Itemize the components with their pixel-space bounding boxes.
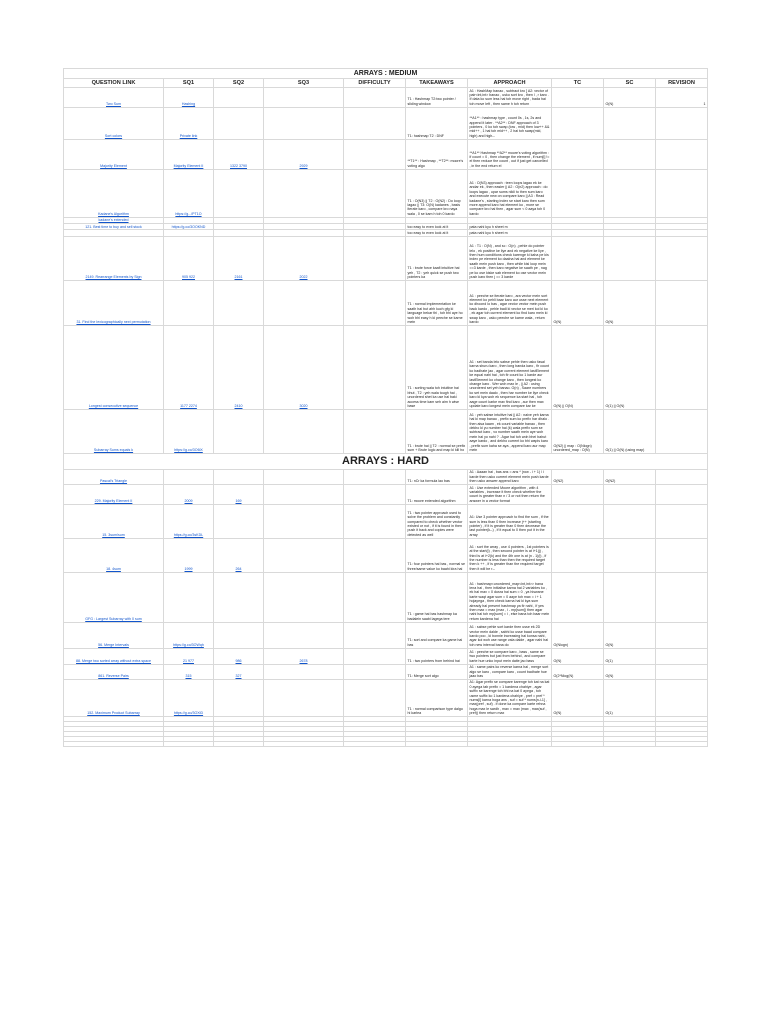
difficulty-cell [344, 236, 406, 280]
tc-cell [552, 485, 604, 505]
sc-cell [604, 538, 656, 572]
tc-cell [552, 504, 604, 538]
table-row [64, 622, 708, 648]
table-row [64, 107, 708, 139]
revision-cell [656, 648, 708, 664]
takeaways-cell: T1: nCr ka formula lao bas [406, 469, 468, 484]
sq2-link[interactable]: 986 [214, 648, 264, 664]
takeaways-cell: T1: moore extended algorithm [406, 485, 468, 505]
sq3-link [264, 485, 344, 505]
table-row [64, 572, 708, 622]
revision-cell [656, 280, 708, 325]
sq1-link[interactable]: Hashing [164, 88, 214, 108]
approach-cell: **A1** Hashmap **A2** moore's voting algorithm : if count = 0 , then change the element , if num[i] != el then reduce the count , out if just get cancelled , in the end return el [468, 139, 552, 169]
sq3-link[interactable]: 2678 [264, 648, 344, 664]
difficulty-cell [344, 572, 406, 622]
tc-cell: O(Nlogn) [552, 622, 604, 648]
sq1-link[interactable]: 1177 2274 [164, 325, 214, 409]
sq2-link [214, 169, 264, 217]
approach-cell: A1 : peeche se iterate karo , ara vector mein sort element ko pehli baar karo aur usse next element ko dhoond lo bas , agar vector vector mein push back kardo , pehle badi ki vector se meri koi ki ko , ek agar toh current element ko find karo mein ki swap karo , usko peeche se karne wala , return kardo [468, 280, 552, 325]
tc-cell [552, 139, 604, 169]
spreadsheet [63, 68, 707, 747]
question-link[interactable]: Subarray Sums equals k [64, 409, 164, 453]
takeaways-cell: T1 : O(N3) || T2 : O(N2) : Do loop lagao || T3: O(N) kadanes , basis iterate karo , compare kro naya wala , 0 se kam h toh 0 kardo [406, 169, 468, 217]
table-row [64, 504, 708, 538]
empty-cell [264, 742, 344, 747]
difficulty-cell [344, 139, 406, 169]
takeaways-cell: T1 : two pointers from behind hai [406, 648, 468, 664]
empty-cell [604, 742, 656, 747]
sq3-link [264, 622, 344, 648]
sq1-link [164, 572, 214, 622]
sq3-link [264, 280, 344, 325]
sc-cell: O(1) [604, 648, 656, 664]
takeaways-cell: T1: hashmap T2 : DNF [406, 107, 468, 139]
takeaways-cell: T1 : two pointer approach used to solve the problem and constantly compared to check whether vector existed or not , if it is found in then push it back and copies were detected as well [406, 504, 468, 538]
takeaways-cell: **T1** : Hashmap , **T2**: moore's voting algo [406, 139, 468, 169]
takeaways-cell: T1: four pointers hai bas , normal se three/same value ko baahi kira hai [406, 538, 468, 572]
revision-cell [656, 622, 708, 648]
approach-cell: pata nahi kyu h sheet m [468, 230, 552, 236]
sc-cell: O(1) [604, 679, 656, 716]
sc-cell [604, 169, 656, 217]
approach-cell: A1 : Aaaan hai , bas ans = ans * (row - i + 1) / i karde then usko current element mein push karde then usko answer append karo [468, 469, 552, 484]
difficulty-cell [344, 679, 406, 716]
takeaways-cell: T1 : brute hai || T2 : normal se prefix sum + Brute logic and map ki kill ho [406, 409, 468, 453]
takeaways-cell: T1 : brute force kaafi intuitive hai yeh , T2 : yeh quick se push two pointers ka [406, 236, 468, 280]
table-row [64, 280, 708, 325]
tc-cell: O(N2) || map : O(Nlogn) unordered_map : O(N) [552, 409, 604, 453]
question-link[interactable]: 88. Merge two sorted array without extra space [64, 648, 164, 664]
question-link[interactable]: 18. 4sum [64, 538, 164, 572]
table-row [64, 538, 708, 572]
tc-cell [552, 236, 604, 280]
revision-cell [656, 538, 708, 572]
question-link[interactable]: Sort colors [64, 107, 164, 139]
takeaways-cell: T1: Merge sort algo [406, 664, 468, 679]
tc-cell [552, 538, 604, 572]
approach-cell: A1 : sort the array , use 4 pointers , 1st pointers is at the start(i) , then second pointer is at i+1(j) , third is at i+2(k) and the 4th one is at (n - 1)(l) , if the number is less than then the required target then k ++ , if is greater than the required target then it will be r-- [468, 538, 552, 572]
tc-cell: O(N) [552, 648, 604, 664]
difficulty-cell [344, 485, 406, 505]
sq3-link [264, 88, 344, 108]
table-row [64, 664, 708, 679]
header-question-link: QUESTION LINK [64, 79, 164, 88]
header-sq3: SQ3 [264, 79, 344, 88]
question-link[interactable]: Two Sum [64, 88, 164, 108]
approach-cell: A1: Agar prefix se compare karenge toh kat na kat 0 ayega tab prefix = 1 kardena chahiye , agar suffix se karenge toh bhi na kat 0 ayega , toh usme suffix ko 1 kardena chahiye , pref = pref * nums[i] karna hoga ans , suf = suf * nums[n-i-1] , max(pref , suf) . if done ka compare karte rehna hoga max le sardh , max = max (max , max(suf , pref)) then return max [468, 679, 552, 716]
tc-cell: O(N) [552, 679, 604, 716]
empty-row [64, 742, 708, 747]
question-link[interactable]: 2149. Rearrange Elements by Sign [64, 236, 164, 280]
approach-cell: A1 : hashmap<unordered_map<int,int>> bana lena hai , then initialise karna hai 2 variables ko , ek hai max = 0 dusra hai sum = 0 , ya hiswane karte waqt agar sum = 0 aaye toh max = i + 1 hojayega , then check karna hai ki kya sum already hai present hashmap ya fir nahi , if yes then max = max (max , i - mp[sum]) then agar nahi hai toh mp[sum] = i , else bana toh baar mein return kardena hai [468, 572, 552, 622]
header-approach: APPROACH [468, 79, 552, 88]
question-link[interactable]: Longest consecutive sequence [64, 325, 164, 409]
question-link[interactable]: 152. Maximum Product Subarray [64, 679, 164, 716]
sq2-link[interactable]: 2161 [214, 236, 264, 280]
takeaways-cell: T1 : game hai bas hashmap ka badalein saabi lagega tere [406, 572, 468, 622]
table-row [64, 236, 708, 280]
takeaways-cell: T1 : sorting wala toh intuitive hai bhut , T2 : yeh wala tough hai , unordered shet ka use hai baki access time kam seh aim h wise base [406, 325, 468, 409]
question-link[interactable]: Kadane's Algorithm [64, 169, 164, 217]
table-row [64, 485, 708, 505]
table-row [64, 139, 708, 169]
empty-cell [468, 742, 552, 747]
difficulty-cell [344, 325, 406, 409]
sc-cell [604, 236, 656, 280]
section-title-hard: ARRAYS : HARD [64, 453, 708, 469]
empty-cell [344, 742, 406, 747]
sc-cell: O(N) [604, 88, 656, 108]
sq2-link [214, 280, 264, 325]
difficulty-cell [344, 538, 406, 572]
sc-cell [604, 572, 656, 622]
sq2-link [214, 572, 264, 622]
question-link[interactable]: Pascal's Triangle [64, 469, 164, 484]
medium-section-row [64, 69, 708, 79]
table-row [64, 679, 708, 716]
difficulty-cell [344, 88, 406, 108]
tc-cell [552, 88, 604, 108]
tc-cell [552, 107, 604, 139]
empty-cell [552, 742, 604, 747]
header-sq1: SQ1 [164, 79, 214, 88]
arrays-table [63, 68, 708, 747]
difficulty-cell [344, 169, 406, 217]
sq3-link [264, 504, 344, 538]
sc-cell: O(1) || O(N) (using map) [604, 409, 656, 453]
sq3-link[interactable]: 2022 [264, 236, 344, 280]
revision-cell [656, 409, 708, 453]
sq2-link [214, 679, 264, 716]
sq3-link [264, 469, 344, 484]
sq1-link[interactable]: Majority Element II [164, 139, 214, 169]
revision-cell [656, 469, 708, 484]
sc-cell: O(N2) [604, 469, 656, 484]
header-sq2: SQ2 [214, 79, 264, 88]
sc-cell [604, 504, 656, 538]
sq2-link[interactable]: 327 [214, 664, 264, 679]
takeaways-cell: too easy to even look at it [406, 224, 468, 230]
takeaways-cell: T1: sort and compare ka game hai bas [406, 622, 468, 648]
sq2-link [214, 469, 264, 484]
takeaways-cell: too easy to even look at it [406, 230, 468, 236]
sc-cell: O(N) [604, 622, 656, 648]
sq1-link[interactable]: https://g.../PT1O [164, 169, 214, 217]
sq2-link[interactable]: 169 [214, 485, 264, 505]
section-title-medium: ARRAYS : MEDIUM [64, 69, 708, 79]
empty-cell [164, 742, 214, 747]
approach-cell: pata nahi kyu h sheet m [468, 224, 552, 230]
header-difficulty: DIFFICULTY [344, 79, 406, 88]
approach-cell: A1 : sabse pehle sort karde then usse ek 2D vector mein dalde , sabhi ko usse baad compare kardo poo , ki bonnie increasing hai konsa nahi , agar koi woh use range vala dalde , agar nahi hai toh new interval bana do [468, 622, 552, 648]
approach-cell: A1: Use 3 pointer approach to find the sum , if the sum is less than 0 then increase j++ (starting pointer) , if it is greater than 0 then decrease the last pointer(k--) , if it equal to 0 then put it in the array [468, 504, 552, 538]
sq1-link[interactable]: 1999 [164, 538, 214, 572]
sq3-link [264, 107, 344, 139]
table-row [64, 648, 708, 664]
revision-cell [656, 572, 708, 622]
sq2-link [214, 88, 264, 108]
empty-cell [64, 742, 164, 747]
sq3-link[interactable]: 2929 [264, 139, 344, 169]
approach-cell: A1 : yeh sabse intuitive hai || A2 : naive yeh karna hai ki map banao , prefix sum ko prefix har dhalo . then aisa kaam , ek count variable banao , then dekho ki yu number hai (k) wala prefix sum se subtract karo , vo number saath mein aye woh mein hai yo nahi ? . Agar hai toh woh bhei bahut aaye kardo , and dekho current ko bhi wapis karo , prefix sum kaha se aya , append karo aur map mein [468, 409, 552, 453]
sq1-link[interactable]: 21 977 [164, 648, 214, 664]
sq3-link [264, 572, 344, 622]
sq1-link [164, 469, 214, 484]
question-link[interactable]: 56. Merge Intervals [64, 622, 164, 648]
sc-cell: O(N) [604, 664, 656, 679]
difficulty-cell [344, 622, 406, 648]
question-link[interactable]: 31. Find the lexicographically next permutation [64, 280, 164, 325]
table-row [64, 88, 708, 108]
question-link[interactable]: 121. Best time to buy and sell stock [64, 224, 164, 230]
revision-cell [656, 169, 708, 217]
question-link[interactable]: Majority Element [64, 139, 164, 169]
approach-cell: **A1** : hashmap type , count 0s , 1s, 2s and append it later . **A2** : DNF approach of 3 pointers , 0 ko toh swap (low , mid) then low++ && mid++ , 1 hai toh mid++ , 2 hai toh swap(mid, high) and high-- [468, 107, 552, 139]
approach-cell: A1 : same pairs ko reverse karna hai , merge sort algo se karo , compare karo , count badhate hue jaao bas [468, 664, 552, 679]
table-row [64, 325, 708, 409]
difficulty-cell [344, 504, 406, 538]
sq3-link [264, 538, 344, 572]
approach-cell: A1 : HashMap banao , subtract kro [ A2: vector of pair<int,int> banao , usko sort kro , then l , r karo . If data ko sum less hai toh move right , bada hai toh move left , then same h toh return [468, 88, 552, 108]
header-takeaways: TAKEAWAYS [406, 79, 468, 88]
sq1-link[interactable]: https://g.co/3OXiD [164, 679, 214, 716]
question-link[interactable]: kadane's extended [64, 217, 164, 223]
revision-cell [656, 139, 708, 169]
revision-cell [656, 679, 708, 716]
question-link[interactable]: GFG : Largest Subarray with 0 sum [64, 572, 164, 622]
difficulty-cell [344, 469, 406, 484]
approach-cell: A1 : O(N3) approach : teen loops lagao ek ke andar ek , then easier || A2 : O(n2) approach : do loops lagao , upar sums nikli to then sum karo and execute new on compare karo || A3 : Read kadane's , starting index se start karo then sum more append karo hai element ko , more se compare kro hai then , agar sum < 0 aaya toh 0 kardo [468, 169, 552, 217]
sq1-link[interactable]: 2009 [164, 485, 214, 505]
revision-cell [656, 325, 708, 409]
revision-cell [656, 107, 708, 139]
sq1-link[interactable]: https://g.co/3sKDL [164, 504, 214, 538]
empty-cell [406, 742, 468, 747]
sq2-link [214, 504, 264, 538]
empty-cell [214, 742, 264, 747]
approach-cell: A1 : T1 : O(N) , and sc : O(n) , pehle do pointer lelo , ek positive ke liye and ek negative ke liye , then hum conditions check karenge ki kaha pe kis index pe element ko daalna hai and element ke saath mein push karo , then while kisi loop mein ==3 karde , then karo negative ke saath pe , nag pe ko ose kiske sab element ko ose vector mein push karo then j == 3 karde [468, 236, 552, 280]
sq2-link [214, 107, 264, 139]
sq3-link [264, 679, 344, 716]
revision-cell [656, 664, 708, 679]
sc-cell: O(N) [604, 280, 656, 325]
takeaways-cell: T1 : normal implementation ke saath hai but ahh kuch gfg ki language bekar thi , toh bhi aye ho woh bhi easy h ki peeche se karne mein [406, 280, 468, 325]
sq1-link[interactable]: https://g.co/3O6iX [164, 409, 214, 453]
difficulty-cell [344, 648, 406, 664]
question-link[interactable]: 861. Reverse Pairs [64, 664, 164, 679]
tc-cell: O(2*Nlog(N) [552, 664, 604, 679]
approach-cell: A1 : Use extended Moore algorithm , with 4 variables , increase it then check whether the count is greater than n / 3 or not then return the answer in a vector format [468, 485, 552, 505]
header-tc: TC [552, 79, 604, 88]
sc-cell [604, 107, 656, 139]
sq1-link[interactable]: 315 [164, 664, 214, 679]
takeaways-cell: T1 : Hashmap T2:two pointer / sliding window [406, 88, 468, 108]
table-row [64, 409, 708, 453]
difficulty-cell [344, 409, 406, 453]
tc-cell: O(N) || O(N) [552, 325, 604, 409]
sq3-link[interactable]: 3020 [264, 325, 344, 409]
sq3-link [264, 664, 344, 679]
sq1-link[interactable]: https://g.co/3OWqh [164, 622, 214, 648]
difficulty-cell [344, 280, 406, 325]
sq2-link[interactable]: 264 [214, 538, 264, 572]
revision-cell [656, 236, 708, 280]
approach-cell: A1 : peeche se compare karo , bass , same se two pointers but just from behind , and compare karte hue unko input mein daite jao bass [468, 648, 552, 664]
sq1-link[interactable]: 905 922 [164, 236, 214, 280]
table-row [64, 469, 708, 484]
sq2-link [214, 622, 264, 648]
tc-cell [552, 572, 604, 622]
sc-cell: O(1) || O(N) [604, 325, 656, 409]
hard-section-row [64, 453, 708, 469]
sq1-link [164, 280, 214, 325]
sq2-link [214, 409, 264, 453]
header-row [64, 79, 708, 88]
header-revision: REVISION [656, 79, 708, 88]
revision-cell [656, 485, 708, 505]
difficulty-cell [344, 107, 406, 139]
sq2-link[interactable]: 2410 [214, 325, 264, 409]
table-row [64, 169, 708, 217]
tc-cell: O(N) [552, 280, 604, 325]
sq1-link[interactable]: Private link [164, 107, 214, 139]
sq3-link [264, 409, 344, 453]
tc-cell: O(N2) [552, 469, 604, 484]
empty-cell [656, 742, 708, 747]
takeaways-cell: T1 : normal comparison type dalgo hi karlea [406, 679, 468, 716]
question-link[interactable]: 15. 3sum/sum [64, 504, 164, 538]
revision-cell [656, 504, 708, 538]
header-sc: SC [604, 79, 656, 88]
approach-cell: A1 : set banda lelo sabse pehle then usko fasal karna shuru karo , then long banda karo , fir count ko badhate jao , agar current element lastElement ke equal nahi hai , toh fir count ko 1 karde aur lastElement ko change karo , then longest ko change karo . Wer woh max le , || A2 : using unordered set yeh banao. O(n) , Saare numbers ko set mein daalo , then har number ke liye check karo ki kya woh ek sequence ka start hai , toh aage count karke max find karo , aur then max update karo longest mein compare kar ke [468, 325, 552, 409]
sq3-link [264, 169, 344, 217]
revision-cell: 1 [656, 88, 708, 108]
question-link[interactable]: 229. Majority Element II [64, 485, 164, 505]
sq1-link[interactable]: https://g.co/3OOKND [164, 224, 214, 230]
difficulty-cell [344, 664, 406, 679]
sq2-link[interactable]: 1322 3790 [214, 139, 264, 169]
tc-cell [552, 169, 604, 217]
sc-cell [604, 139, 656, 169]
sc-cell [604, 485, 656, 505]
